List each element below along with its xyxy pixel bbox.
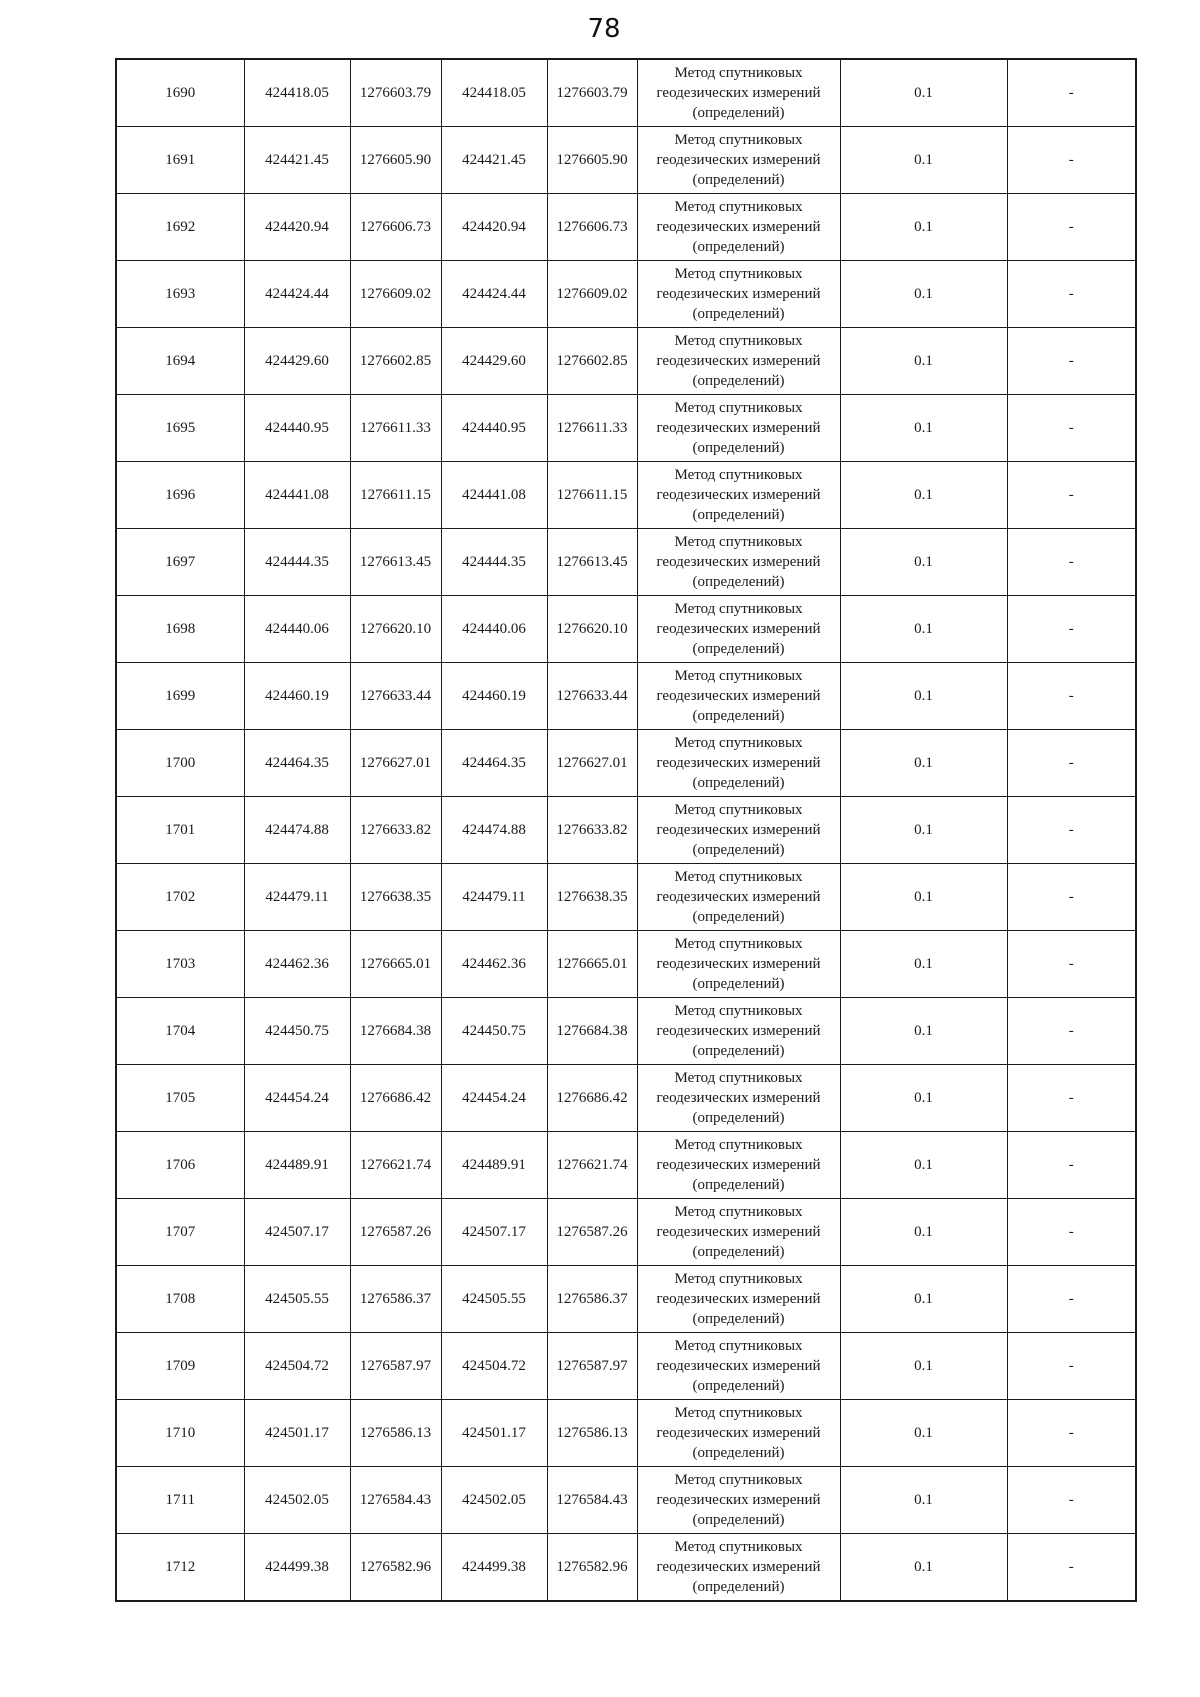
- note-cell: -: [1007, 730, 1136, 797]
- y-coordinate-existing-cell: 1276611.33: [547, 395, 637, 462]
- method-text-line: Метод спутниковых: [674, 668, 803, 684]
- accuracy-cell: 0.1: [840, 261, 1007, 328]
- table-row: [116, 328, 1136, 395]
- point-number-cell: 1710: [116, 1400, 244, 1467]
- y-coordinate-cell: 1276606.73: [350, 194, 441, 261]
- method-cell: [637, 864, 840, 931]
- method-cell: [637, 194, 840, 261]
- method-text-line: Метод спутниковых: [674, 1539, 803, 1555]
- y-coordinate-existing-cell: 1276606.73: [547, 194, 637, 261]
- table-row: [116, 730, 1136, 797]
- point-number-cell: 1692: [116, 194, 244, 261]
- method-text-line: (определений): [692, 172, 785, 188]
- method-text-line: (определений): [692, 1110, 785, 1126]
- method-text-line: геодезических измерений: [656, 889, 821, 905]
- accuracy-cell: 0.1: [840, 663, 1007, 730]
- table-row: [116, 462, 1136, 529]
- method-text-line: (определений): [692, 1579, 785, 1595]
- method-text-line: Метод спутниковых: [674, 534, 803, 550]
- method-text-line: геодезических измерений: [656, 1157, 821, 1173]
- method-text-line: Метод спутниковых: [674, 802, 803, 818]
- y-coordinate-cell: 1276609.02: [350, 261, 441, 328]
- point-number-cell: 1703: [116, 931, 244, 998]
- y-coordinate-existing-cell: 1276584.43: [547, 1467, 637, 1534]
- x-coordinate-cell: 424429.60: [244, 328, 350, 395]
- coordinates-table: [115, 58, 1137, 1602]
- accuracy-cell: 0.1: [840, 1199, 1007, 1266]
- table-row: [116, 1199, 1136, 1266]
- y-coordinate-existing-cell: 1276627.01: [547, 730, 637, 797]
- accuracy-cell: 0.1: [840, 864, 1007, 931]
- y-coordinate-cell: 1276587.97: [350, 1333, 441, 1400]
- note-cell: -: [1007, 864, 1136, 931]
- y-coordinate-existing-cell: 1276611.15: [547, 462, 637, 529]
- y-coordinate-existing-cell: 1276665.01: [547, 931, 637, 998]
- x-coordinate-cell: 424501.17: [244, 1400, 350, 1467]
- note-cell: -: [1007, 1199, 1136, 1266]
- y-coordinate-cell: 1276633.44: [350, 663, 441, 730]
- method-text-line: (определений): [692, 775, 785, 791]
- x-coordinate-cell: 424450.75: [244, 998, 350, 1065]
- method-text-line: Метод спутниковых: [674, 199, 803, 215]
- x-coordinate-cell: 424462.36: [244, 931, 350, 998]
- y-coordinate-existing-cell: 1276621.74: [547, 1132, 637, 1199]
- y-coordinate-cell: 1276686.42: [350, 1065, 441, 1132]
- x-coordinate-existing-cell: 424507.17: [441, 1199, 547, 1266]
- note-cell: -: [1007, 1534, 1136, 1602]
- note-cell: -: [1007, 395, 1136, 462]
- y-coordinate-cell: 1276684.38: [350, 998, 441, 1065]
- x-coordinate-existing-cell: 424440.06: [441, 596, 547, 663]
- method-cell: [637, 59, 840, 127]
- y-coordinate-existing-cell: 1276633.44: [547, 663, 637, 730]
- method-text-line: (определений): [692, 440, 785, 456]
- note-cell: -: [1007, 194, 1136, 261]
- method-text-line: Метод спутниковых: [674, 132, 803, 148]
- accuracy-cell: 0.1: [840, 462, 1007, 529]
- y-coordinate-cell: 1276584.43: [350, 1467, 441, 1534]
- table-row: [116, 127, 1136, 194]
- method-text-line: Метод спутниковых: [674, 1271, 803, 1287]
- x-coordinate-cell: 424421.45: [244, 127, 350, 194]
- x-coordinate-cell: 424418.05: [244, 59, 350, 127]
- method-text-line: (определений): [692, 708, 785, 724]
- note-cell: -: [1007, 1467, 1136, 1534]
- point-number-cell: 1705: [116, 1065, 244, 1132]
- method-text-line: геодезических измерений: [656, 85, 821, 101]
- accuracy-cell: 0.1: [840, 998, 1007, 1065]
- method-cell: [637, 1467, 840, 1534]
- method-text-line: геодезических измерений: [656, 1425, 821, 1441]
- table-row: [116, 261, 1136, 328]
- method-text-line: Метод спутниковых: [674, 1070, 803, 1086]
- table-row: [116, 1534, 1136, 1602]
- table-row: [116, 1266, 1136, 1333]
- point-number-cell: 1700: [116, 730, 244, 797]
- x-coordinate-existing-cell: 424454.24: [441, 1065, 547, 1132]
- method-text-line: (определений): [692, 1311, 785, 1327]
- x-coordinate-cell: 424474.88: [244, 797, 350, 864]
- method-cell: [637, 663, 840, 730]
- accuracy-cell: 0.1: [840, 1132, 1007, 1199]
- note-cell: -: [1007, 663, 1136, 730]
- method-text-line: (определений): [692, 1378, 785, 1394]
- table-row: [116, 998, 1136, 1065]
- point-number-cell: 1707: [116, 1199, 244, 1266]
- method-text-line: геодезических измерений: [656, 1224, 821, 1240]
- method-text-line: Метод спутниковых: [674, 467, 803, 483]
- point-number-cell: 1691: [116, 127, 244, 194]
- table-row: [116, 931, 1136, 998]
- y-coordinate-existing-cell: 1276603.79: [547, 59, 637, 127]
- note-cell: -: [1007, 1333, 1136, 1400]
- x-coordinate-existing-cell: 424418.05: [441, 59, 547, 127]
- point-number-cell: 1693: [116, 261, 244, 328]
- method-text-line: Метод спутниковых: [674, 936, 803, 952]
- point-number-cell: 1696: [116, 462, 244, 529]
- accuracy-cell: 0.1: [840, 596, 1007, 663]
- method-text-line: геодезических измерений: [656, 353, 821, 369]
- point-number-cell: 1690: [116, 59, 244, 127]
- method-text-line: геодезических измерений: [656, 1492, 821, 1508]
- method-text-line: (определений): [692, 1177, 785, 1193]
- method-text-line: (определений): [692, 1512, 785, 1528]
- method-text-line: геодезических измерений: [656, 1023, 821, 1039]
- method-text-line: Метод спутниковых: [674, 601, 803, 617]
- method-text-line: Метод спутниковых: [674, 735, 803, 751]
- method-text-line: геодезических измерений: [656, 621, 821, 637]
- method-text-line: геодезических измерений: [656, 1291, 821, 1307]
- x-coordinate-existing-cell: 424444.35: [441, 529, 547, 596]
- method-text-line: геодезических измерений: [656, 956, 821, 972]
- method-cell: [637, 395, 840, 462]
- table-row: [116, 1065, 1136, 1132]
- x-coordinate-cell: 424440.95: [244, 395, 350, 462]
- x-coordinate-cell: 424444.35: [244, 529, 350, 596]
- y-coordinate-existing-cell: 1276684.38: [547, 998, 637, 1065]
- note-cell: -: [1007, 1266, 1136, 1333]
- note-cell: -: [1007, 1132, 1136, 1199]
- method-cell: [637, 730, 840, 797]
- point-number-cell: 1697: [116, 529, 244, 596]
- method-cell: [637, 1534, 840, 1602]
- point-number-cell: 1699: [116, 663, 244, 730]
- accuracy-cell: 0.1: [840, 931, 1007, 998]
- point-number-cell: 1704: [116, 998, 244, 1065]
- x-coordinate-existing-cell: 424440.95: [441, 395, 547, 462]
- method-cell: [637, 1065, 840, 1132]
- y-coordinate-cell: 1276586.37: [350, 1266, 441, 1333]
- method-cell: [637, 127, 840, 194]
- y-coordinate-existing-cell: 1276620.10: [547, 596, 637, 663]
- point-number-cell: 1712: [116, 1534, 244, 1602]
- y-coordinate-cell: 1276638.35: [350, 864, 441, 931]
- x-coordinate-cell: 424420.94: [244, 194, 350, 261]
- y-coordinate-existing-cell: 1276605.90: [547, 127, 637, 194]
- y-coordinate-existing-cell: 1276587.26: [547, 1199, 637, 1266]
- x-coordinate-cell: 424441.08: [244, 462, 350, 529]
- point-number-cell: 1708: [116, 1266, 244, 1333]
- note-cell: -: [1007, 931, 1136, 998]
- method-text-line: геодезических измерений: [656, 487, 821, 503]
- method-text-line: геодезических измерений: [656, 554, 821, 570]
- method-text-line: (определений): [692, 507, 785, 523]
- y-coordinate-cell: 1276620.10: [350, 596, 441, 663]
- y-coordinate-cell: 1276605.90: [350, 127, 441, 194]
- y-coordinate-existing-cell: 1276609.02: [547, 261, 637, 328]
- method-text-line: (определений): [692, 641, 785, 657]
- method-cell: [637, 1266, 840, 1333]
- x-coordinate-cell: 424454.24: [244, 1065, 350, 1132]
- x-coordinate-cell: 424502.05: [244, 1467, 350, 1534]
- method-text-line: геодезических измерений: [656, 1090, 821, 1106]
- method-text-line: (определений): [692, 306, 785, 322]
- point-number-cell: 1711: [116, 1467, 244, 1534]
- x-coordinate-cell: 424507.17: [244, 1199, 350, 1266]
- accuracy-cell: 0.1: [840, 529, 1007, 596]
- method-cell: [637, 1132, 840, 1199]
- table-row: [116, 59, 1136, 127]
- method-cell: [637, 1333, 840, 1400]
- method-text-line: Метод спутниковых: [674, 1472, 803, 1488]
- y-coordinate-existing-cell: 1276602.85: [547, 328, 637, 395]
- table-row: [116, 1132, 1136, 1199]
- table-row: [116, 529, 1136, 596]
- method-text-line: геодезических измерений: [656, 688, 821, 704]
- table-row: [116, 1467, 1136, 1534]
- point-number-cell: 1694: [116, 328, 244, 395]
- note-cell: -: [1007, 261, 1136, 328]
- method-text-line: Метод спутниковых: [674, 869, 803, 885]
- accuracy-cell: 0.1: [840, 730, 1007, 797]
- x-coordinate-cell: 424460.19: [244, 663, 350, 730]
- x-coordinate-existing-cell: 424424.44: [441, 261, 547, 328]
- x-coordinate-existing-cell: 424429.60: [441, 328, 547, 395]
- x-coordinate-cell: 424424.44: [244, 261, 350, 328]
- method-text-line: геодезических измерений: [656, 755, 821, 771]
- y-coordinate-existing-cell: 1276686.42: [547, 1065, 637, 1132]
- y-coordinate-cell: 1276633.82: [350, 797, 441, 864]
- method-text-line: (определений): [692, 239, 785, 255]
- table-row: [116, 1333, 1136, 1400]
- x-coordinate-cell: 424504.72: [244, 1333, 350, 1400]
- x-coordinate-existing-cell: 424504.72: [441, 1333, 547, 1400]
- method-cell: [637, 998, 840, 1065]
- method-text-line: (определений): [692, 574, 785, 590]
- point-number-cell: 1702: [116, 864, 244, 931]
- y-coordinate-cell: 1276586.13: [350, 1400, 441, 1467]
- point-number-cell: 1701: [116, 797, 244, 864]
- accuracy-cell: 0.1: [840, 797, 1007, 864]
- method-text-line: (определений): [692, 1244, 785, 1260]
- y-coordinate-cell: 1276665.01: [350, 931, 441, 998]
- x-coordinate-existing-cell: 424464.35: [441, 730, 547, 797]
- x-coordinate-cell: 424505.55: [244, 1266, 350, 1333]
- method-text-line: (определений): [692, 976, 785, 992]
- table-row: [116, 395, 1136, 462]
- method-text-line: геодезических измерений: [656, 219, 821, 235]
- method-cell: [637, 797, 840, 864]
- method-text-line: (определений): [692, 842, 785, 858]
- table-row: [116, 864, 1136, 931]
- y-coordinate-cell: 1276603.79: [350, 59, 441, 127]
- method-text-line: геодезических измерений: [656, 1358, 821, 1374]
- point-number-cell: 1706: [116, 1132, 244, 1199]
- y-coordinate-existing-cell: 1276633.82: [547, 797, 637, 864]
- note-cell: -: [1007, 998, 1136, 1065]
- x-coordinate-existing-cell: 424421.45: [441, 127, 547, 194]
- x-coordinate-existing-cell: 424420.94: [441, 194, 547, 261]
- accuracy-cell: 0.1: [840, 127, 1007, 194]
- x-coordinate-cell: 424489.91: [244, 1132, 350, 1199]
- method-text-line: (определений): [692, 373, 785, 389]
- x-coordinate-cell: 424499.38: [244, 1534, 350, 1602]
- note-cell: -: [1007, 462, 1136, 529]
- x-coordinate-cell: 424440.06: [244, 596, 350, 663]
- method-cell: [637, 529, 840, 596]
- note-cell: -: [1007, 1400, 1136, 1467]
- accuracy-cell: 0.1: [840, 395, 1007, 462]
- method-text-line: (определений): [692, 105, 785, 121]
- x-coordinate-existing-cell: 424499.38: [441, 1534, 547, 1602]
- y-coordinate-existing-cell: 1276587.97: [547, 1333, 637, 1400]
- method-text-line: Метод спутниковых: [674, 1204, 803, 1220]
- accuracy-cell: 0.1: [840, 194, 1007, 261]
- x-coordinate-existing-cell: 424505.55: [441, 1266, 547, 1333]
- point-number-cell: 1698: [116, 596, 244, 663]
- method-text-line: (определений): [692, 909, 785, 925]
- method-text-line: Метод спутниковых: [674, 333, 803, 349]
- y-coordinate-cell: 1276621.74: [350, 1132, 441, 1199]
- x-coordinate-existing-cell: 424502.05: [441, 1467, 547, 1534]
- method-cell: [637, 1199, 840, 1266]
- y-coordinate-cell: 1276602.85: [350, 328, 441, 395]
- method-cell: [637, 1400, 840, 1467]
- table-row: [116, 797, 1136, 864]
- note-cell: -: [1007, 127, 1136, 194]
- method-text-line: геодезических измерений: [656, 1559, 821, 1575]
- accuracy-cell: 0.1: [840, 1400, 1007, 1467]
- x-coordinate-existing-cell: 424501.17: [441, 1400, 547, 1467]
- y-coordinate-existing-cell: 1276613.45: [547, 529, 637, 596]
- page-number: 78: [587, 14, 621, 44]
- method-text-line: Метод спутниковых: [674, 400, 803, 416]
- method-cell: [637, 328, 840, 395]
- method-cell: [637, 931, 840, 998]
- method-text-line: (определений): [692, 1043, 785, 1059]
- accuracy-cell: 0.1: [840, 1333, 1007, 1400]
- y-coordinate-cell: 1276611.33: [350, 395, 441, 462]
- method-text-line: Метод спутниковых: [674, 1405, 803, 1421]
- method-text-line: геодезических измерений: [656, 420, 821, 436]
- y-coordinate-cell: 1276582.96: [350, 1534, 441, 1602]
- method-text-line: Метод спутниковых: [674, 65, 803, 81]
- method-text-line: (определений): [692, 1445, 785, 1461]
- method-text-line: геодезических измерений: [656, 822, 821, 838]
- table-body: [116, 59, 1136, 1601]
- x-coordinate-existing-cell: 424450.75: [441, 998, 547, 1065]
- x-coordinate-existing-cell: 424474.88: [441, 797, 547, 864]
- point-number-cell: 1695: [116, 395, 244, 462]
- y-coordinate-cell: 1276627.01: [350, 730, 441, 797]
- x-coordinate-existing-cell: 424441.08: [441, 462, 547, 529]
- note-cell: -: [1007, 596, 1136, 663]
- accuracy-cell: 0.1: [840, 1266, 1007, 1333]
- x-coordinate-cell: 424479.11: [244, 864, 350, 931]
- accuracy-cell: 0.1: [840, 1534, 1007, 1602]
- x-coordinate-existing-cell: 424489.91: [441, 1132, 547, 1199]
- note-cell: -: [1007, 59, 1136, 127]
- method-text-line: геодезических измерений: [656, 152, 821, 168]
- method-cell: [637, 261, 840, 328]
- method-text-line: Метод спутниковых: [674, 1137, 803, 1153]
- y-coordinate-cell: 1276587.26: [350, 1199, 441, 1266]
- accuracy-cell: 0.1: [840, 59, 1007, 127]
- accuracy-cell: 0.1: [840, 328, 1007, 395]
- y-coordinate-existing-cell: 1276582.96: [547, 1534, 637, 1602]
- x-coordinate-existing-cell: 424460.19: [441, 663, 547, 730]
- y-coordinate-existing-cell: 1276586.37: [547, 1266, 637, 1333]
- note-cell: -: [1007, 797, 1136, 864]
- note-cell: -: [1007, 1065, 1136, 1132]
- point-number-cell: 1709: [116, 1333, 244, 1400]
- x-coordinate-existing-cell: 424479.11: [441, 864, 547, 931]
- accuracy-cell: 0.1: [840, 1467, 1007, 1534]
- y-coordinate-cell: 1276611.15: [350, 462, 441, 529]
- table-row: [116, 194, 1136, 261]
- y-coordinate-cell: 1276613.45: [350, 529, 441, 596]
- y-coordinate-existing-cell: 1276586.13: [547, 1400, 637, 1467]
- note-cell: -: [1007, 529, 1136, 596]
- y-coordinate-existing-cell: 1276638.35: [547, 864, 637, 931]
- table-row: [116, 596, 1136, 663]
- note-cell: -: [1007, 328, 1136, 395]
- table-row: [116, 1400, 1136, 1467]
- accuracy-cell: 0.1: [840, 1065, 1007, 1132]
- method-cell: [637, 462, 840, 529]
- method-text-line: Метод спутниковых: [674, 1338, 803, 1354]
- table-row: [116, 663, 1136, 730]
- method-cell: [637, 596, 840, 663]
- method-text-line: геодезических измерений: [656, 286, 821, 302]
- x-coordinate-cell: 424464.35: [244, 730, 350, 797]
- x-coordinate-existing-cell: 424462.36: [441, 931, 547, 998]
- method-text-line: Метод спутниковых: [674, 1003, 803, 1019]
- method-text-line: Метод спутниковых: [674, 266, 803, 282]
